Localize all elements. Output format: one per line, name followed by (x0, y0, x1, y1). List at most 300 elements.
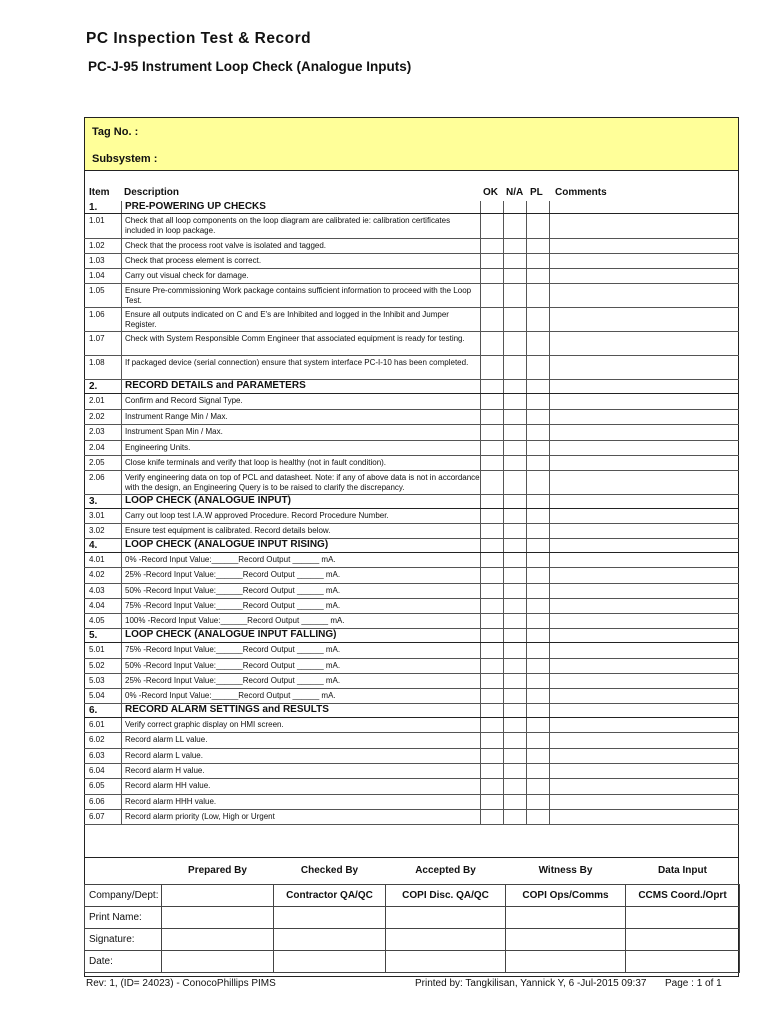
item-number: 6. (84, 704, 122, 717)
ok-checkbox[interactable] (481, 779, 504, 794)
section-row (84, 539, 739, 553)
comments-cell[interactable] (550, 471, 739, 494)
pl-checkbox[interactable] (527, 201, 550, 213)
company-checked-cell: Contractor QA/QC (274, 884, 386, 906)
pl-checkbox[interactable] (527, 509, 550, 523)
item-description: 75% -Record Input Value:______Record Output ______ mA. (122, 643, 481, 658)
signature-checked-cell[interactable] (274, 928, 386, 950)
checklist-row (84, 524, 739, 539)
item-number: 1.07 (84, 332, 122, 355)
item-number: 5.02 (84, 659, 122, 673)
item-description: Record alarm H value. (122, 764, 481, 778)
pl-checkbox[interactable] (527, 584, 550, 598)
checklist-row (84, 214, 739, 239)
item-number: 4. (84, 539, 122, 552)
ok-checkbox[interactable] (481, 810, 504, 824)
checklist-row (84, 509, 739, 524)
item-description: Instrument Range Min / Max. (122, 410, 481, 424)
comments-cell[interactable] (550, 441, 739, 455)
pl-checkbox[interactable] (527, 689, 550, 703)
pl-checkbox[interactable] (527, 214, 550, 238)
pl-checkbox[interactable] (527, 495, 550, 508)
item-number: 1.08 (84, 356, 122, 379)
ok-checkbox[interactable] (481, 201, 504, 213)
item-description: Check that all loop components on the loop diagram are calibrated ie: calibration certificates included in loop package. (122, 214, 481, 238)
company-dept-label: Company/Dept: (85, 884, 162, 906)
print-name-data-input-cell[interactable] (626, 906, 740, 928)
header-fields (85, 118, 738, 171)
pl-checkbox[interactable] (527, 394, 550, 409)
checklist-row (84, 425, 739, 441)
ok-checkbox[interactable] (481, 599, 504, 613)
ok-checkbox[interactable] (481, 568, 504, 583)
item-number: 2.04 (84, 441, 122, 455)
pl-checkbox[interactable] (527, 629, 550, 642)
item-number: 6.03 (84, 749, 122, 763)
accepted-by-header: Accepted By (415, 865, 476, 877)
item-description: 25% -Record Input Value:______Record Output ______ mA. (122, 674, 481, 688)
item-description: 50% -Record Input Value:______Record Output ______ mA. (122, 659, 481, 673)
item-description: Check with System Responsible Comm Engineer that associated equipment is ready for testing. (122, 332, 481, 355)
checklist-row (84, 614, 739, 629)
ok-checkbox[interactable] (481, 584, 504, 598)
checklist-row (84, 795, 739, 810)
section-row (84, 380, 739, 394)
footer-revision: Rev: 1, (ID= 24023) - ConocoPhillips PIMS (86, 978, 276, 989)
item-number: 6.05 (84, 779, 122, 794)
col-description-header: Description (124, 187, 180, 198)
item-description: Record alarm L value. (122, 749, 481, 763)
comments-cell[interactable] (550, 718, 739, 732)
item-number: 4.02 (84, 568, 122, 583)
comments-cell[interactable] (550, 394, 739, 409)
comments-cell[interactable] (550, 629, 739, 642)
print-name-label: Print Name: (85, 906, 162, 928)
ok-checkbox[interactable] (481, 659, 504, 673)
na-checkbox[interactable] (504, 509, 527, 523)
ok-checkbox[interactable] (481, 509, 504, 523)
item-number: 2.01 (84, 394, 122, 409)
item-description: Record alarm HHH value. (122, 795, 481, 809)
pl-checkbox[interactable] (527, 441, 550, 455)
comments-cell[interactable] (550, 332, 739, 355)
na-checkbox[interactable] (504, 394, 527, 409)
pl-checkbox[interactable] (527, 332, 550, 355)
date-row (85, 950, 740, 972)
ok-checkbox[interactable] (481, 394, 504, 409)
na-checkbox[interactable] (504, 810, 527, 824)
na-checkbox[interactable] (504, 779, 527, 794)
col-na-header: N/A (506, 187, 524, 198)
na-checkbox[interactable] (504, 539, 527, 552)
company-prepared-cell[interactable] (162, 884, 274, 906)
checklist-row (84, 394, 739, 410)
checklist-row (84, 456, 739, 471)
comments-cell[interactable] (550, 674, 739, 688)
comments-cell[interactable] (550, 599, 739, 613)
signature-witness-cell[interactable] (506, 928, 626, 950)
item-description: 0% -Record Input Value:______Record Output ______ mA. (122, 553, 481, 567)
comments-cell[interactable] (550, 201, 739, 213)
tag-no-label: Tag No. : (92, 126, 139, 138)
na-checkbox[interactable] (504, 629, 527, 642)
checklist-row (84, 599, 739, 614)
item-description: Ensure test equipment is calibrated. Record details below. (122, 524, 481, 538)
item-number: 3. (84, 495, 122, 508)
item-number: 2. (84, 380, 122, 393)
item-description: Confirm and Record Signal Type. (122, 394, 481, 409)
ok-checkbox[interactable] (481, 539, 504, 552)
signoff-table (84, 857, 739, 973)
na-checkbox[interactable] (504, 718, 527, 732)
pl-checkbox[interactable] (527, 471, 550, 494)
item-number: 4.03 (84, 584, 122, 598)
pl-checkbox[interactable] (527, 614, 550, 628)
checklist-row (84, 471, 739, 495)
na-checkbox[interactable] (504, 614, 527, 628)
comments-cell[interactable] (550, 749, 739, 763)
checklist-row (84, 674, 739, 689)
pl-checkbox[interactable] (527, 539, 550, 552)
date-accepted-cell[interactable] (386, 950, 506, 972)
ok-checkbox[interactable] (481, 495, 504, 508)
checklist-row (84, 659, 739, 674)
checklist-row (84, 643, 739, 659)
checklist-row (84, 568, 739, 584)
comments-cell[interactable] (550, 284, 739, 307)
checklist-row (84, 284, 739, 308)
data-input-header: Data Input (658, 865, 707, 877)
item-number: 6.01 (84, 718, 122, 732)
item-description: Engineering Units. (122, 441, 481, 455)
pl-checkbox[interactable] (527, 308, 550, 331)
item-number: 4.05 (84, 614, 122, 628)
checklist-row (84, 239, 739, 254)
signature-accepted-cell[interactable] (386, 928, 506, 950)
ok-checkbox[interactable] (481, 356, 504, 379)
comments-cell[interactable] (550, 584, 739, 598)
signature-row (85, 928, 740, 950)
item-number: 5.04 (84, 689, 122, 703)
na-checkbox[interactable] (504, 269, 527, 283)
item-number: 2.02 (84, 410, 122, 424)
pl-checkbox[interactable] (527, 425, 550, 440)
section-row (84, 495, 739, 509)
document-title: PC Inspection Test & Record (86, 30, 312, 47)
checklist-row (84, 779, 739, 795)
pl-checkbox[interactable] (527, 810, 550, 824)
checklist-row (84, 764, 739, 779)
print-name-checked-cell[interactable] (274, 906, 386, 928)
ok-checkbox[interactable] (481, 764, 504, 778)
print-name-accepted-cell[interactable] (386, 906, 506, 928)
item-number: 5. (84, 629, 122, 642)
na-checkbox[interactable] (504, 764, 527, 778)
item-description: LOOP CHECK (ANALOGUE INPUT RISING) (122, 539, 481, 552)
na-checkbox[interactable] (504, 380, 527, 393)
company-accepted-cell: COPI Disc. QA/QC (386, 884, 506, 906)
na-checkbox[interactable] (504, 425, 527, 440)
comments-cell[interactable] (550, 704, 739, 717)
document-subtitle: PC-J-95 Instrument Loop Check (Analogue Inputs) (88, 59, 412, 74)
pl-checkbox[interactable] (527, 380, 550, 393)
na-checkbox[interactable] (504, 441, 527, 455)
checklist-row (84, 269, 739, 284)
item-description: Ensure Pre-commissioning Work package contains sufficient information to proceed with the Loop Test. (122, 284, 481, 307)
item-number: 1.05 (84, 284, 122, 307)
comments-cell[interactable] (550, 356, 739, 379)
comments-cell[interactable] (550, 524, 739, 538)
pl-checkbox[interactable] (527, 659, 550, 673)
ok-checkbox[interactable] (481, 456, 504, 470)
comments-cell[interactable] (550, 659, 739, 673)
na-checkbox[interactable] (504, 524, 527, 538)
item-number: 2.06 (84, 471, 122, 494)
item-number: 1. (84, 201, 122, 213)
pl-checkbox[interactable] (527, 674, 550, 688)
comments-cell[interactable] (550, 643, 739, 658)
comments-cell[interactable] (550, 254, 739, 268)
ok-checkbox[interactable] (481, 308, 504, 331)
item-number: 4.04 (84, 599, 122, 613)
item-description: PRE-POWERING UP CHECKS (122, 201, 481, 213)
pl-checkbox[interactable] (527, 599, 550, 613)
checklist-row (84, 689, 739, 704)
checklist-row (84, 810, 739, 825)
item-description: 100% -Record Input Value:______Record Output ______ mA. (122, 614, 481, 628)
na-checkbox[interactable] (504, 689, 527, 703)
ok-checkbox[interactable] (481, 704, 504, 717)
ok-checkbox[interactable] (481, 553, 504, 567)
item-number: 6.04 (84, 764, 122, 778)
checklist-row (84, 718, 739, 733)
item-description: LOOP CHECK (ANALOGUE INPUT FALLING) (122, 629, 481, 642)
comments-cell[interactable] (550, 614, 739, 628)
na-checkbox[interactable] (504, 704, 527, 717)
date-data-input-cell[interactable] (626, 950, 740, 972)
pl-checkbox[interactable] (527, 284, 550, 307)
item-description: 0% -Record Input Value:______Record Output ______ mA. (122, 689, 481, 703)
comments-cell[interactable] (550, 689, 739, 703)
item-number: 2.03 (84, 425, 122, 440)
item-description: Record alarm LL value. (122, 733, 481, 748)
item-number: 3.02 (84, 524, 122, 538)
na-checkbox[interactable] (504, 584, 527, 598)
comments-cell[interactable] (550, 764, 739, 778)
print-name-witness-cell[interactable] (506, 906, 626, 928)
ok-checkbox[interactable] (481, 410, 504, 424)
item-number: 1.01 (84, 214, 122, 238)
ok-checkbox[interactable] (481, 674, 504, 688)
ok-checkbox[interactable] (481, 471, 504, 494)
checklist-row (84, 254, 739, 269)
print-name-row (85, 906, 740, 928)
witness-by-header: Witness By (538, 865, 593, 877)
date-prepared-cell[interactable] (162, 950, 274, 972)
pl-checkbox[interactable] (527, 718, 550, 732)
footer-printed-by: Printed by: Tangkilisan, Yannick Y, 6 -Jul-2015 09:37 (415, 978, 647, 989)
item-description: Check that process element is correct. (122, 254, 481, 268)
checklist-row (84, 584, 739, 599)
pl-checkbox[interactable] (527, 795, 550, 809)
na-checkbox[interactable] (504, 254, 527, 268)
checklist-row (84, 308, 739, 332)
ok-checkbox[interactable] (481, 441, 504, 455)
pl-checkbox[interactable] (527, 269, 550, 283)
checklist-row (84, 441, 739, 456)
pl-checkbox[interactable] (527, 568, 550, 583)
item-description: Carry out visual check for damage. (122, 269, 481, 283)
na-checkbox[interactable] (504, 733, 527, 748)
na-checkbox[interactable] (504, 214, 527, 238)
item-number: 1.04 (84, 269, 122, 283)
na-checkbox[interactable] (504, 749, 527, 763)
ok-checkbox[interactable] (481, 239, 504, 253)
ok-checkbox[interactable] (481, 614, 504, 628)
pl-checkbox[interactable] (527, 733, 550, 748)
ok-checkbox[interactable] (481, 718, 504, 732)
comments-cell[interactable] (550, 568, 739, 583)
item-number: 6.02 (84, 733, 122, 748)
item-description: Verify engineering data on top of PCL and datasheet. Note: if any of above data is not in accordance with the design, an Engineering Query is to be raised to clarify the discrepancy. (122, 471, 481, 494)
checklist-row (84, 733, 739, 749)
pl-checkbox[interactable] (527, 524, 550, 538)
ok-checkbox[interactable] (481, 524, 504, 538)
na-checkbox[interactable] (504, 471, 527, 494)
comments-cell[interactable] (550, 425, 739, 440)
comments-cell[interactable] (550, 553, 739, 567)
comments-cell[interactable] (550, 214, 739, 238)
signature-data-input-cell[interactable] (626, 928, 740, 950)
pl-checkbox[interactable] (527, 456, 550, 470)
pl-checkbox[interactable] (527, 764, 550, 778)
comments-cell[interactable] (550, 456, 739, 470)
col-pl-header: PL (530, 187, 543, 198)
comments-cell[interactable] (550, 509, 739, 523)
item-description: LOOP CHECK (ANALOGUE INPUT) (122, 495, 481, 508)
na-checkbox[interactable] (504, 795, 527, 809)
ok-checkbox[interactable] (481, 380, 504, 393)
pl-checkbox[interactable] (527, 779, 550, 794)
company-data-input-cell: CCMS Coord./Oprt (626, 884, 740, 906)
prepared-by-header: Prepared By (188, 865, 247, 877)
date-checked-cell[interactable] (274, 950, 386, 972)
na-checkbox[interactable] (504, 239, 527, 253)
comments-cell[interactable] (550, 539, 739, 552)
checked-by-header: Checked By (300, 865, 359, 877)
na-checkbox[interactable] (504, 308, 527, 331)
pl-checkbox[interactable] (527, 239, 550, 253)
col-comments-header: Comments (555, 187, 607, 198)
col-ok-header: OK (483, 187, 498, 198)
ok-checkbox[interactable] (481, 733, 504, 748)
pl-checkbox[interactable] (527, 704, 550, 717)
pl-checkbox[interactable] (527, 643, 550, 658)
pl-checkbox[interactable] (527, 749, 550, 763)
item-description: Ensure all outputs indicated on C and E's are Inhibited and logged in the Inhibit and Jumper Register. (122, 308, 481, 331)
comments-cell[interactable] (550, 810, 739, 824)
ok-checkbox[interactable] (481, 689, 504, 703)
item-description: Carry out loop test I.A.W approved Procedure. Record Procedure Number. (122, 509, 481, 523)
item-number: 1.03 (84, 254, 122, 268)
item-number: 5.01 (84, 643, 122, 658)
na-checkbox[interactable] (504, 599, 527, 613)
checklist-row (84, 553, 739, 568)
na-checkbox[interactable] (504, 495, 527, 508)
na-checkbox[interactable] (504, 659, 527, 673)
ok-checkbox[interactable] (481, 425, 504, 440)
na-checkbox[interactable] (504, 356, 527, 379)
na-checkbox[interactable] (504, 456, 527, 470)
na-checkbox[interactable] (504, 284, 527, 307)
comments-cell[interactable] (550, 269, 739, 283)
pl-checkbox[interactable] (527, 356, 550, 379)
comments-cell[interactable] (550, 779, 739, 794)
pl-checkbox[interactable] (527, 254, 550, 268)
ok-checkbox[interactable] (481, 629, 504, 642)
ok-checkbox[interactable] (481, 643, 504, 658)
ok-checkbox[interactable] (481, 749, 504, 763)
comments-cell[interactable] (550, 410, 739, 424)
item-description: Verify correct graphic display on HMI screen. (122, 718, 481, 732)
company-witness-cell: COPI Ops/Comms (506, 884, 626, 906)
signature-prepared-cell[interactable] (162, 928, 274, 950)
ok-checkbox[interactable] (481, 269, 504, 283)
pl-checkbox[interactable] (527, 410, 550, 424)
na-checkbox[interactable] (504, 553, 527, 567)
na-checkbox[interactable] (504, 568, 527, 583)
na-checkbox[interactable] (504, 332, 527, 355)
item-number: 2.05 (84, 456, 122, 470)
footer-page-number: Page : 1 of 1 (665, 978, 722, 989)
item-description: Instrument Span Min / Max. (122, 425, 481, 440)
ok-checkbox[interactable] (481, 795, 504, 809)
comments-cell[interactable] (550, 495, 739, 508)
item-description: 25% -Record Input Value:______Record Output ______ mA. (122, 568, 481, 583)
na-checkbox[interactable] (504, 674, 527, 688)
item-description: 75% -Record Input Value:______Record Output ______ mA. (122, 599, 481, 613)
comments-cell[interactable] (550, 380, 739, 393)
comments-cell[interactable] (550, 308, 739, 331)
ok-checkbox[interactable] (481, 332, 504, 355)
section-row (84, 704, 739, 718)
checklist-row (84, 749, 739, 764)
date-label: Date: (85, 950, 162, 972)
checklist-row (84, 332, 739, 356)
subsystem-label: Subsystem : (92, 153, 158, 165)
item-number: 1.06 (84, 308, 122, 331)
signoff-header-row (85, 858, 740, 884)
na-checkbox[interactable] (504, 410, 527, 424)
comments-cell[interactable] (550, 733, 739, 748)
comments-cell[interactable] (550, 239, 739, 253)
item-description: Close knife terminals and verify that loop is healthy (not in fault condition). (122, 456, 481, 470)
ok-checkbox[interactable] (481, 214, 504, 238)
item-description: RECORD ALARM SETTINGS and RESULTS (122, 704, 481, 717)
na-checkbox[interactable] (504, 201, 527, 213)
date-witness-cell[interactable] (506, 950, 626, 972)
section-row (84, 629, 739, 643)
item-number: 3.01 (84, 509, 122, 523)
na-checkbox[interactable] (504, 643, 527, 658)
ok-checkbox[interactable] (481, 284, 504, 307)
ok-checkbox[interactable] (481, 254, 504, 268)
item-description: If packaged device (serial connection) ensure that system interface PC-I-10 has been completed. (122, 356, 481, 379)
pl-checkbox[interactable] (527, 553, 550, 567)
comments-cell[interactable] (550, 795, 739, 809)
checklist-row (84, 410, 739, 425)
print-name-prepared-cell[interactable] (162, 906, 274, 928)
